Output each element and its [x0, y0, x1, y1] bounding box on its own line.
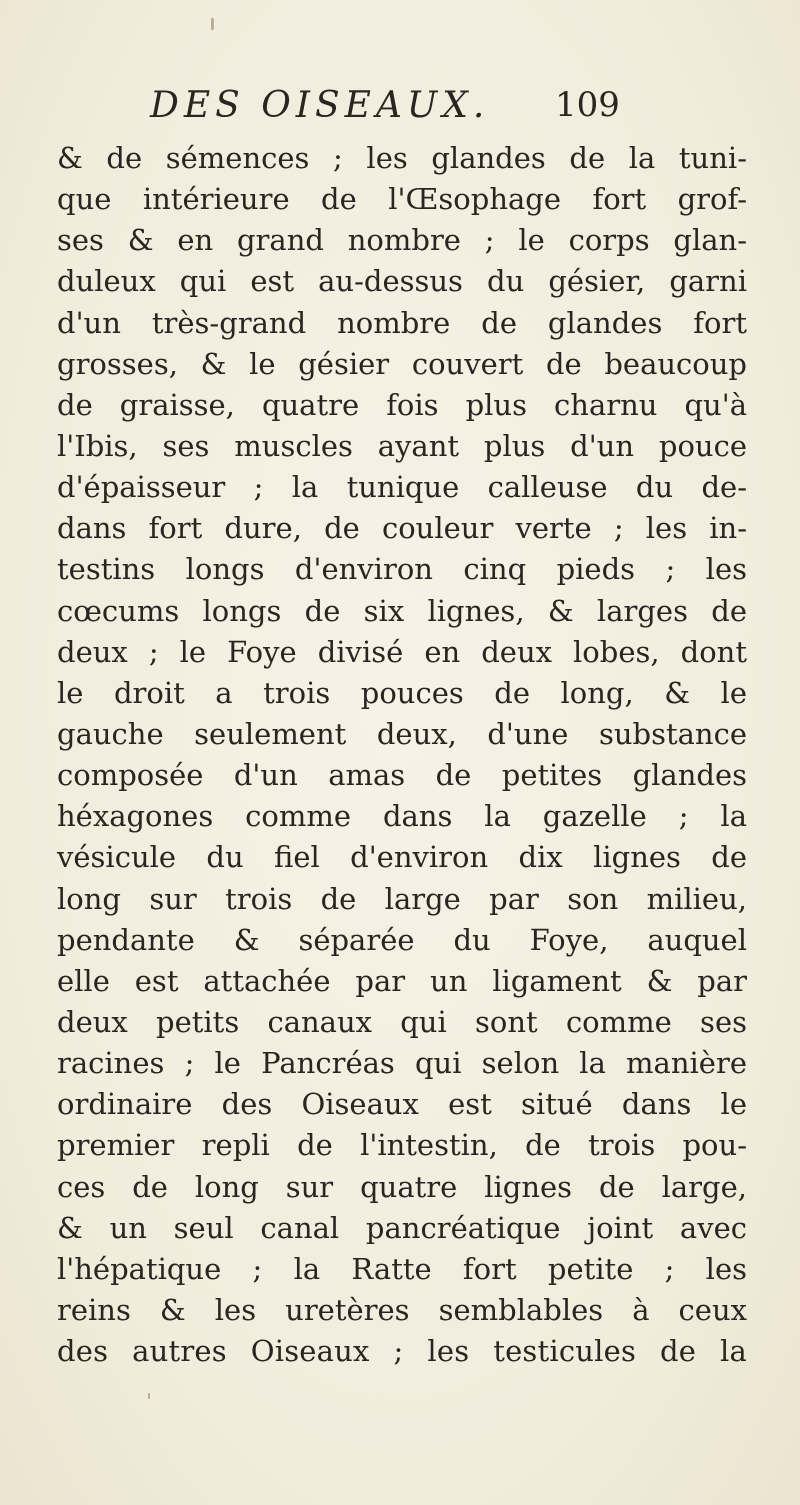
- text-line: composée d'un amas de petites glandes: [57, 758, 747, 793]
- page-header: [150, 85, 650, 135]
- text-line: des autres Oiseaux ; les testicules de la: [57, 1334, 747, 1369]
- text-line: pendante & séparée du Foye, auquel: [57, 922, 747, 957]
- text-line: elle est attachée par un ligament & par: [57, 963, 747, 998]
- text-line: héxagones comme dans la gazelle ; la: [57, 799, 747, 834]
- text-line: vésicule du fiel d'environ dix lignes de: [57, 840, 747, 875]
- text-line: le droit a trois pouces de long, & le: [57, 675, 747, 710]
- text-line: ordinaire des Oiseaux est situé dans le: [57, 1087, 747, 1122]
- text-line: d'un très-grand nombre de glandes fort: [57, 305, 747, 340]
- text-line: l'Ibis, ses muscles ayant plus d'un pouce: [57, 428, 747, 463]
- running-title: DES OISEAUX.: [150, 85, 490, 126]
- text-line: gauche seulement deux, d'une substance: [57, 716, 747, 751]
- text-line: & un seul canal pancréatique joint avec: [57, 1210, 747, 1245]
- text-line: deux petits canaux qui sont comme ses: [57, 1004, 747, 1039]
- text-line: que intérieure de l'Œsophage fort grof-: [57, 182, 747, 217]
- text-line: & de sémences ; les glandes de la tuni-: [57, 141, 747, 175]
- text-line: long sur trois de large par son milieu,: [57, 881, 747, 916]
- text-line: grosses, & le gésier couvert de beaucoup: [57, 346, 747, 381]
- text-line: ces de long sur quatre lignes de large,: [57, 1169, 747, 1204]
- text-line: premier repli de l'intestin, de trois pou-: [57, 1128, 747, 1163]
- text-line: dans fort dure, de couleur verte ; les in-: [57, 511, 747, 546]
- text-line: duleux qui est au-dessus du gésier, garni: [57, 264, 747, 299]
- text-line: racines ; le Pancréas qui selon la manière: [57, 1046, 747, 1081]
- text-line: l'hépatique ; la Ratte fort petite ; les: [57, 1251, 747, 1286]
- paper-speck: [211, 18, 214, 30]
- text-line: de graisse, quatre fois plus charnu qu'à: [57, 387, 747, 422]
- text-line: d'épaisseur ; la tunique calleuse du de-: [57, 470, 747, 505]
- text-line: deux ; le Foye divisé en deux lobes, dont: [57, 634, 747, 669]
- text-line: cœcums longs de six lignes, & larges de: [57, 593, 747, 628]
- page-number: 109: [555, 85, 620, 125]
- text-line: ses & en grand nombre ; le corps glan-: [57, 223, 747, 258]
- text-line: testins longs d'environ cinq pieds ; les: [57, 552, 747, 587]
- text-line: reins & les uretères semblables à ceux: [57, 1292, 747, 1327]
- body-text: [57, 138, 747, 1372]
- paper-speck: [148, 1393, 150, 1399]
